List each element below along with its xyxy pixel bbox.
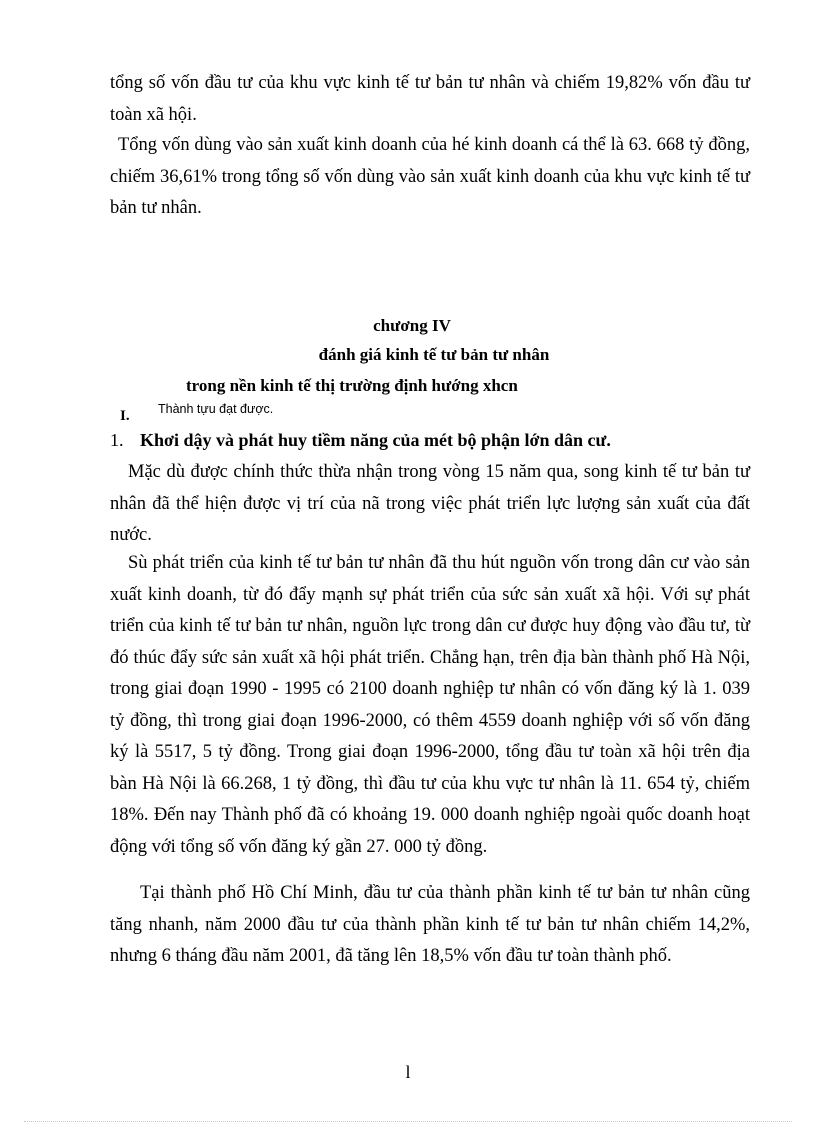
chapter-title: chương IV — [373, 316, 451, 335]
subsection-number: 1. — [110, 430, 124, 450]
paragraph-recognition: Mặc dù được chính thức thừa nhận trong vòng 15 năm qua, song kinh tế tư bản tư nhân đã thể hiện được vị trí của nã trong việc phát triển lực lượng sản xuất của đất nước. — [110, 462, 750, 545]
section-number: I. — [120, 408, 130, 424]
chapter-subtitle-line1: đánh giá kinh tế tư bản tư nhân — [318, 345, 550, 364]
paragraph-household-capital: Tổng vốn dùng vào sản xuất kinh doanh của hé kinh doanh cá thể là 63. 668 tỷ đồng, chiếm 36,61% trong tổng số vốn dùng vào sản xuất kinh doanh của khu vực kinh tế tư bản tư nhân. — [110, 135, 750, 218]
paragraph-hanoi-investment: Sù phát triển của kinh tế tư bản tư nhân đã thu hút nguồn vốn trong dân cư vào sản xuất kinh doanh, từ đó đẩy mạnh sự phát triển của sức sản xuất xã hội. Với sự phát triển của kinh tế tư bản tư nhân, nguồn lực trong dân cư được huy động vào đầu tư, từ đó thúc đẩy sức sản xuất xã hội phát triển. Chẳng hạn, trên địa bàn thành phố Hà Nội, trong giai đoạn 1990 - 1995 có 2100 doanh nghiệp tư nhân có vốn đăng ký là 1. 039 tỷ đồng, thì trong giai đoạn 1996-2000, có thêm 4559 doanh nghiệp với số vốn đăng ký là 5517, 5 tỷ đồng. Trong giai đoạn 1996-2000, tổng đầu tư toàn xã hội trên địa bàn Hà Nội là 66.268, 1 tỷ đồng, thì đầu tư của khu vực tư nhân là 11. 654 tỷ, chiếm 18%. Đến nay Thành phố đã có khoảng 19. 000 doanh nghiệp ngoài quốc doanh hoạt động với tổng số vốn đăng ký gần 27. 000 tỷ đồng. — [110, 553, 750, 857]
paragraph-hcmc-investment: Tại thành phố Hồ Chí Minh, đầu tư của thành phần kinh tế tư bản tư nhân cũng tăng nhanh, năm 2000 đầu tư của thành phần kinh tế tư bản tư nhân chiếm 14,2%, nhưng 6 tháng đầu năm 2001, đã tăng lên 18,5% vốn đầu tư toàn thành phố. — [110, 883, 750, 966]
chapter-subtitle-line2: trong nền kinh tế thị trường định hướng xhcn — [186, 376, 518, 395]
page-number: l — [405, 1062, 411, 1082]
page-bottom-divider — [24, 1121, 792, 1122]
paragraph-investment-share: tổng số vốn đầu tư của khu vực kinh tế tư bản tư nhân và chiếm 19,82% vốn đầu tư toàn xã hội. — [110, 73, 750, 125]
section-title: Thành tựu đạt được. — [158, 402, 274, 416]
subsection-title: Khơi dậy và phát huy tiềm năng của mét bộ phận lớn dân cư. — [140, 430, 611, 450]
